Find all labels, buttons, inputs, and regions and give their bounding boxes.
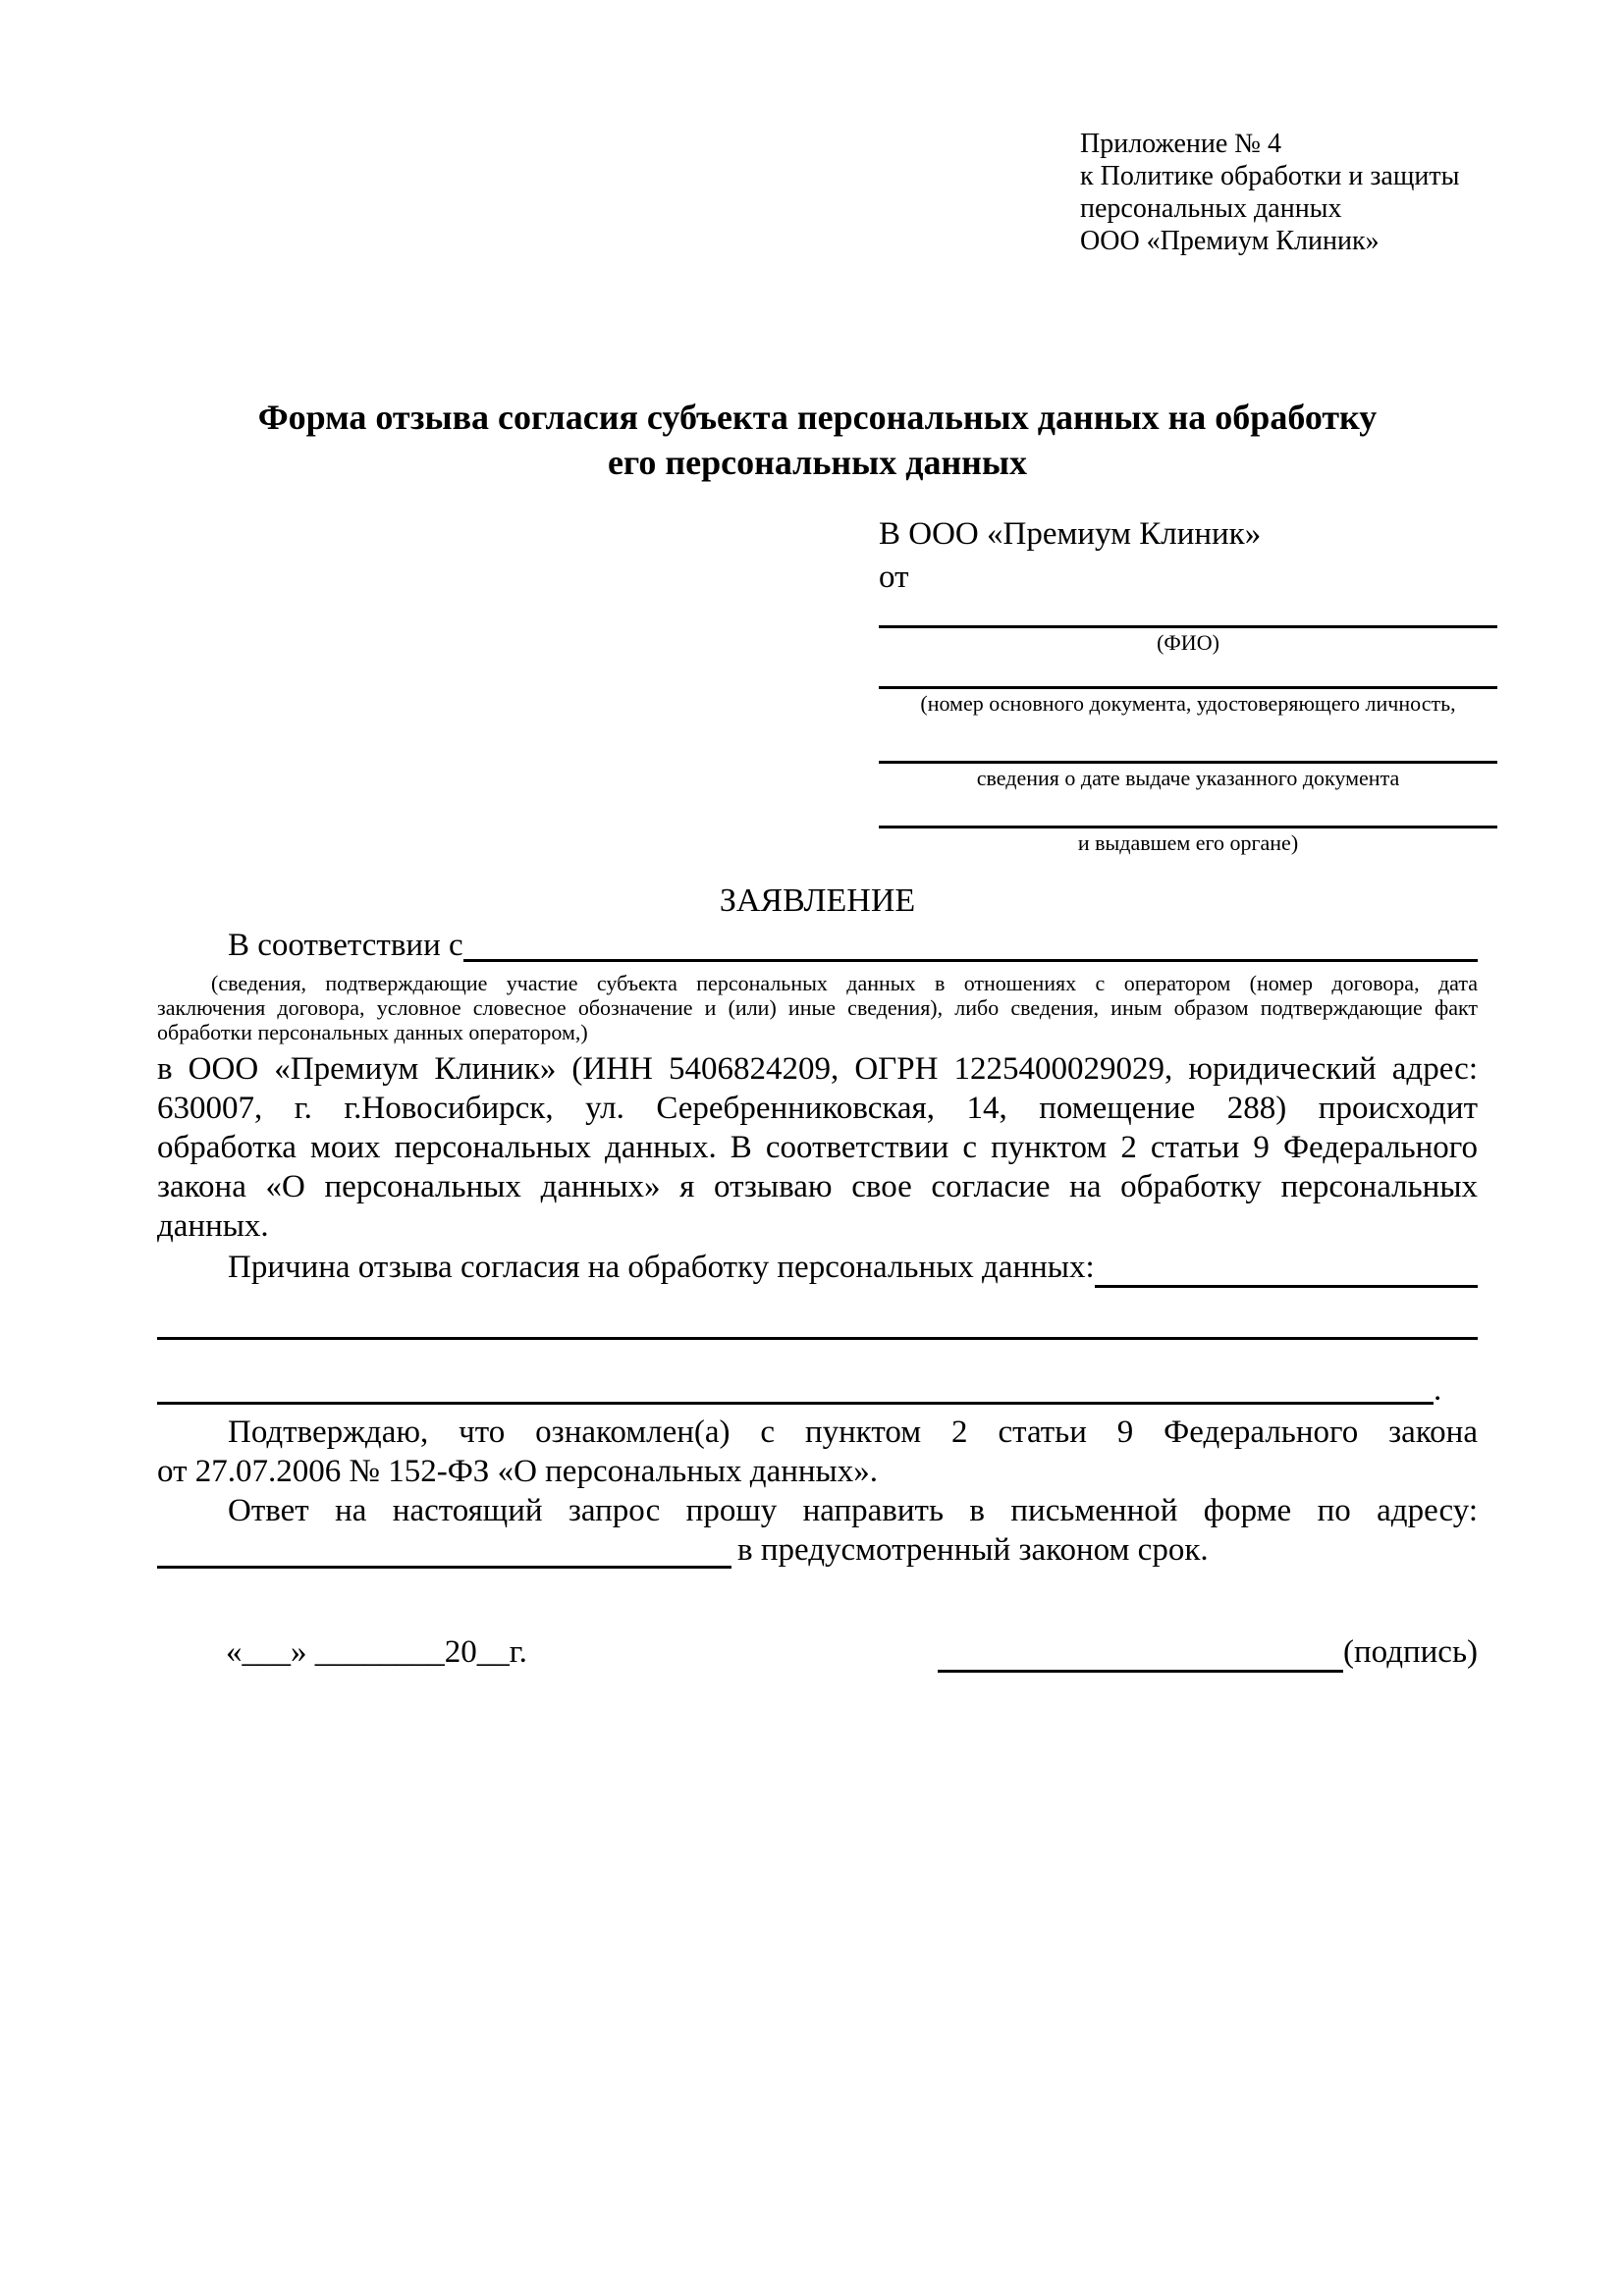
intro-prefix: В соответствии с [228, 928, 463, 963]
text-line: Форма отзыва согласия субъекта персональных данных на обработку [257, 398, 1378, 437]
intro-blank-line [463, 926, 1478, 962]
fio-caption: (ФИО) [1157, 630, 1219, 655]
reason-blank-line-3-rule [157, 1374, 1434, 1405]
text-line: Подтверждаю, что ознакомлен(а) с пунктом 2 статьи 9 Федерального закона [228, 1415, 1478, 1450]
issuing-authority-caption: и выдавшем его органе) [1077, 830, 1299, 855]
issue-date-blank-line [879, 719, 1497, 764]
signature-blank-line [938, 1632, 1343, 1673]
reason-label: Причина отзыва согласия на обработку персональных данных: [228, 1250, 1095, 1285]
signature-field [938, 1632, 1478, 1676]
issuing-authority-blank-line [879, 793, 1497, 828]
recipient-block [879, 514, 1497, 858]
address-blank-line [157, 1530, 731, 1569]
fio-blank-line [879, 601, 1497, 628]
reason-blank-line-3 [157, 1372, 1478, 1408]
text-line: персональных данных [1080, 193, 1342, 224]
document-number-blank-line [879, 658, 1497, 689]
text-line: заключения договора, условное словесное обозначение и (или) иные сведения), либо сведения, иным образом подтверждающие факт [157, 995, 1478, 1020]
statement-body [157, 1049, 1478, 1246]
reply-tail: в предусмотренный законом срок. [737, 1532, 1209, 1568]
recipient-to: В ООО «Премиум Клиник» [879, 516, 1262, 552]
period-mark: . [1434, 1372, 1442, 1408]
text-line: ООО «Премиум Клиник» [1080, 226, 1380, 256]
issue-date-caption: сведения о дате выдаче указанного документа [976, 766, 1400, 790]
text-line: 630007, г. г.Новосибирск, ул. Серебренниковская, 14, помещение 288) происходит [157, 1091, 1478, 1126]
text-line: (сведения, подтверждающие участие субъекта персональных данных в отношениях с оператором (номер договора, дата [211, 971, 1478, 995]
recipient-from-label: от [879, 560, 909, 595]
intro-row [157, 926, 1478, 965]
text-line: к Политике обработки и защиты [1080, 161, 1460, 191]
text-line: от 27.07.2006 № 152-ФЗ «О персональных данных». [157, 1454, 878, 1489]
page-title [157, 395, 1478, 485]
appendix-reference [1080, 0, 1502, 257]
reply-request-line: Ответ на настоящий запрос прошу направить в письменной форме по адресу: [228, 1493, 1478, 1528]
reason-blank-line-2 [157, 1337, 1478, 1340]
text-line: закона «О персональных данных» я отзываю свое согласие на обработку персональных [157, 1169, 1478, 1204]
statement-heading: ЗАЯВЛЕНИЕ [719, 882, 916, 919]
reason-blank-line [1095, 1248, 1478, 1288]
date-signature-row [157, 1632, 1478, 1676]
text-line: обработка моих персональных данных. В соответствии с пунктом 2 статьи 9 Федерального [157, 1130, 1478, 1165]
date-field: «___» ________20__г. [226, 1634, 527, 1670]
text-line: в ООО «Премиум Клиник» (ИНН 5406824209, ОГРН 1225400029029, юридический адрес: [157, 1051, 1478, 1087]
text-line: его персональных данных [607, 443, 1028, 482]
intro-footnote [157, 971, 1478, 1044]
text-line: данных. [157, 1208, 269, 1244]
text-line: обработки персональных данных оператором,) [157, 1020, 588, 1044]
signature-caption: (подпись) [1343, 1634, 1478, 1670]
confirmation-paragraph [157, 1413, 1478, 1491]
text-line: Приложение № 4 [1080, 129, 1281, 159]
reply-address-row [157, 1530, 1478, 1572]
reason-row [157, 1248, 1478, 1291]
document-number-caption: (номер основного документа, удостоверяющего личность, [920, 691, 1456, 716]
